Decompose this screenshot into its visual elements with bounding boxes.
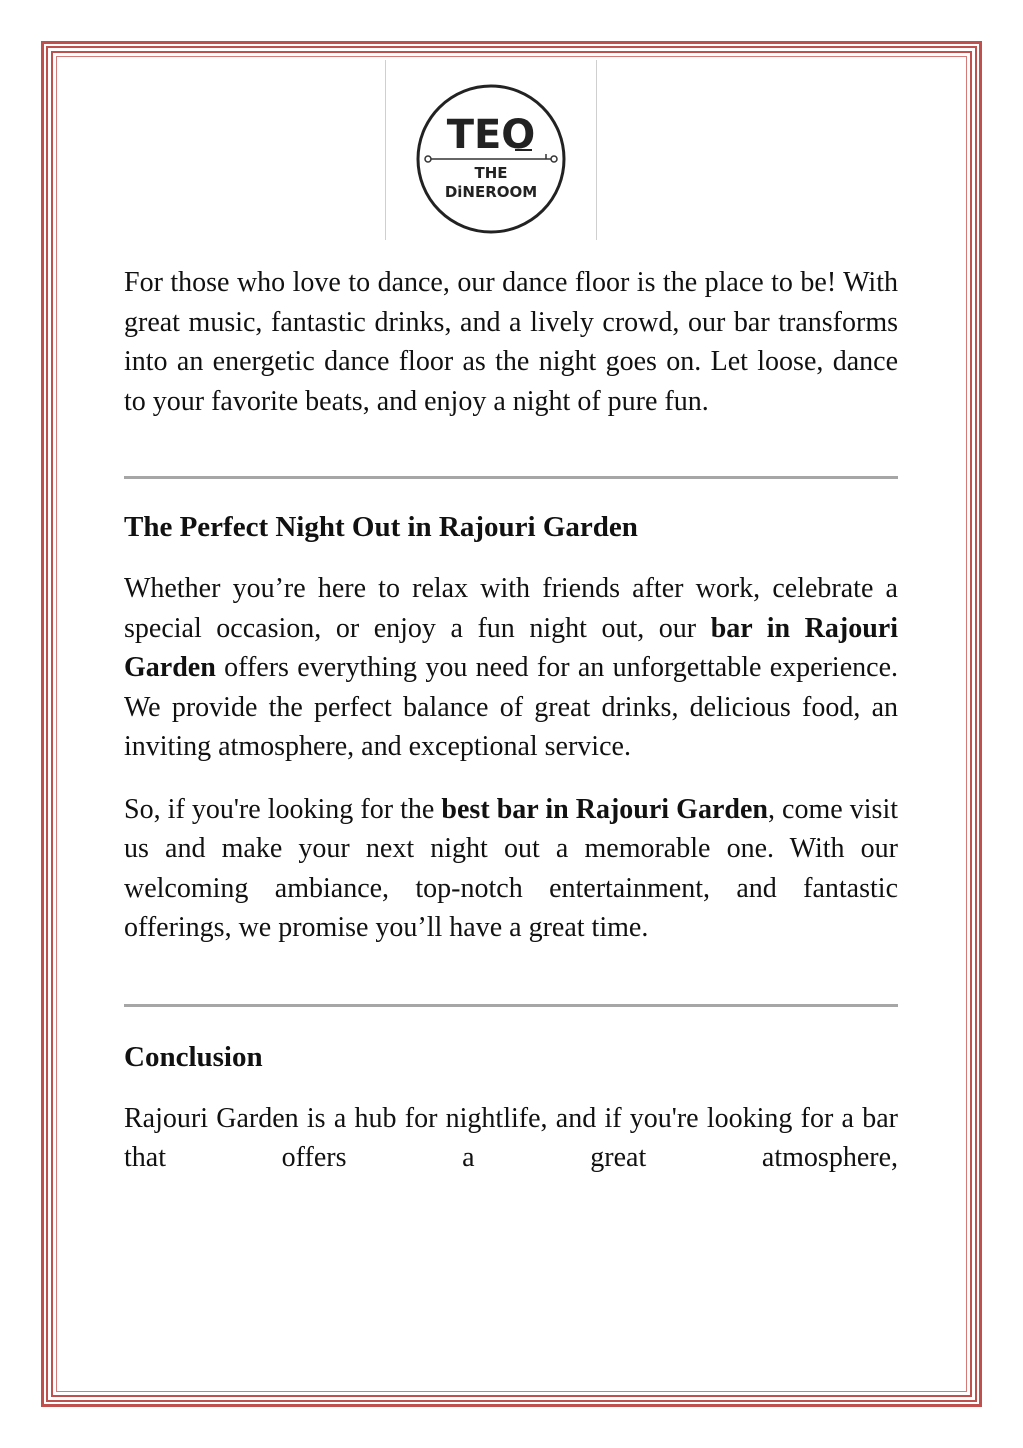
conclusion-text: Rajouri Garden is a hub for nightlife, and if you're looking for a bar that offers a great atmosphere, xyxy=(124,1102,898,1173)
section-divider-2 xyxy=(124,1004,898,1007)
conclusion-paragraph xyxy=(124,1099,898,1178)
logo-divider-right xyxy=(596,60,597,240)
perfect-night-paragraph-1 xyxy=(124,569,898,767)
p2-text-end: , come visit us and make your next night out a memorable one. With our welcoming ambiance, top-notch entertainment, and fantastic offerings, we promise you’ll have a great time. xyxy=(124,793,898,943)
document-body xyxy=(124,263,898,1178)
perfect-night-heading: The Perfect Night Out in Rajouri Garden xyxy=(124,511,638,543)
p1-bold-keyword: bar in Rajouri Garden xyxy=(124,612,898,683)
p1-text-end: offers everything you need for an unforgettable experience. We provide the perfect balance of great drinks, delicious food, an inviting atmosphere, and exceptional service. xyxy=(124,652,898,762)
logo-text-the: THE xyxy=(474,164,508,182)
section-divider-1 xyxy=(124,476,898,479)
perfect-night-paragraph-2 xyxy=(124,790,898,948)
p2-text-start: So, if you're looking for the xyxy=(124,793,442,825)
p1-text-start: Whether you’re here to relax with friends after work, celebrate a special occasion, or enjoy a fun night out, our xyxy=(124,573,898,644)
logo-circuit-node-right xyxy=(551,156,557,162)
teo-dineroom-logo xyxy=(414,82,568,236)
logo-text-teo: TEO xyxy=(446,112,536,158)
conclusion-heading: Conclusion xyxy=(124,1040,263,1073)
logo-circuit-node-left xyxy=(425,156,431,162)
p2-bold-keyword: best bar in Rajouri Garden xyxy=(441,793,768,825)
logo-text-dineroom: DiNEROOM xyxy=(444,183,538,201)
logo-divider-left xyxy=(385,60,386,240)
dance-floor-paragraph: For those who love to dance, our dance floor is the place to be! With great music, fantastic drinks, and a lively crowd, our bar transforms into an energetic dance floor as the night goes on. Let loose, dance to your favorite beats, and enjoy a night of pure fun. xyxy=(124,267,898,417)
